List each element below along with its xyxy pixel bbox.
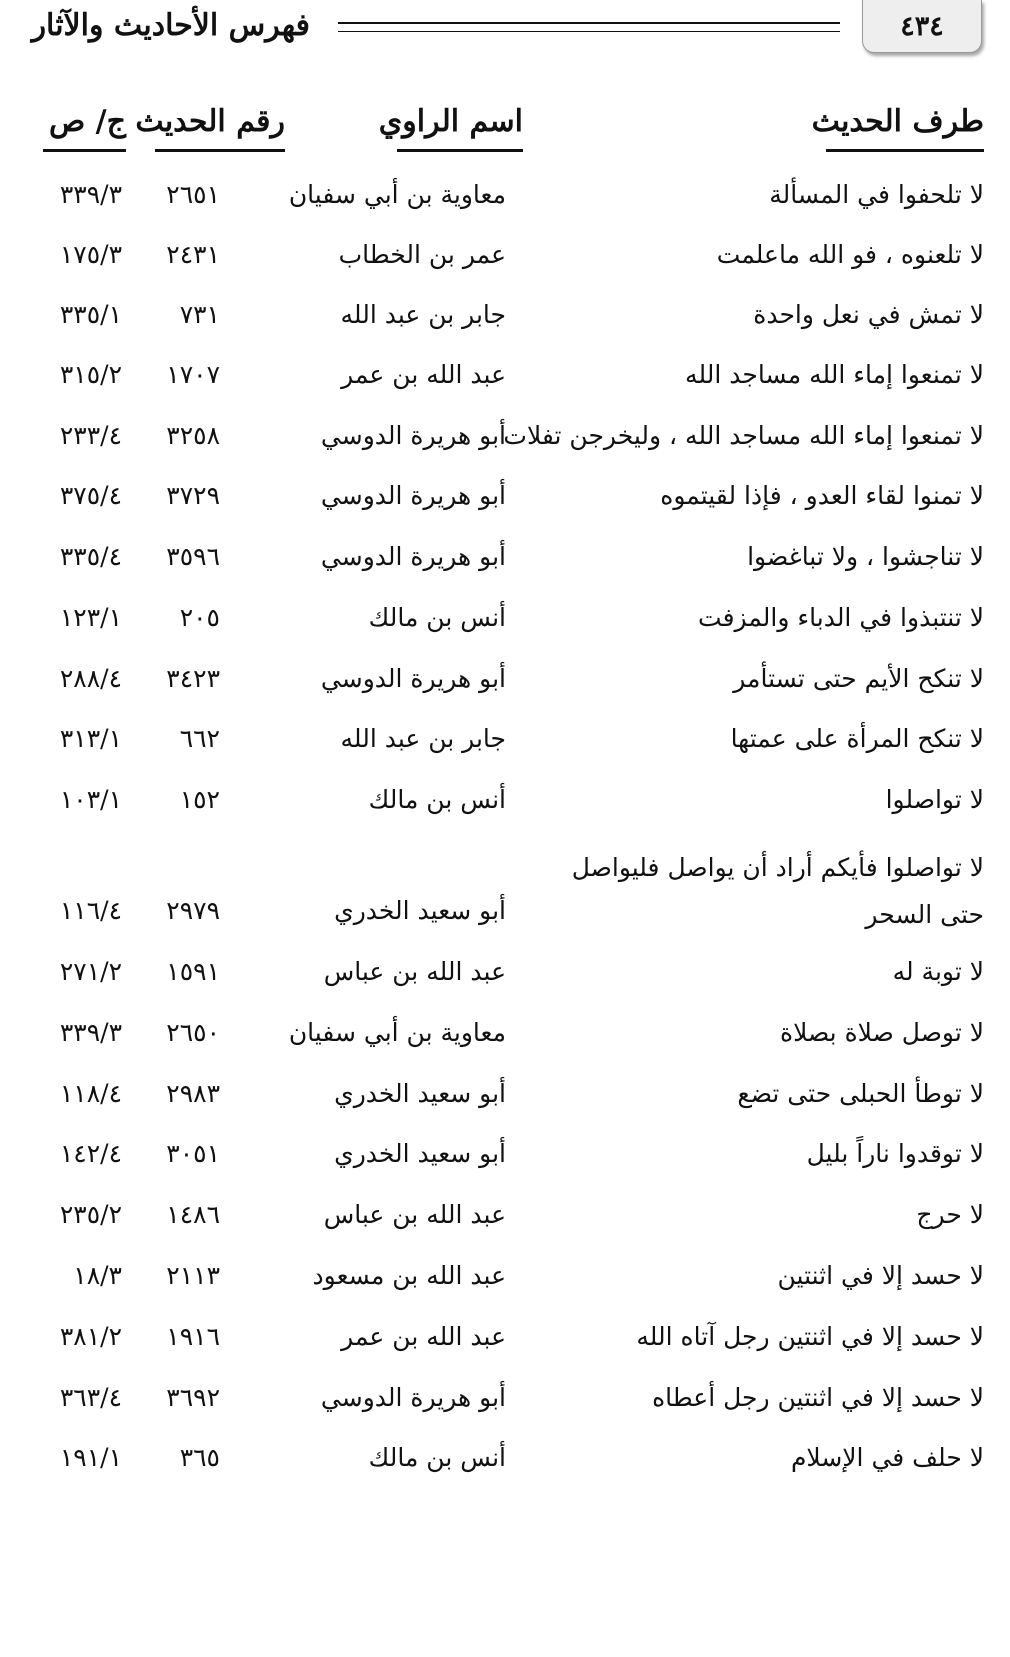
- hadith-number: ٢٦٥١: [166, 180, 220, 209]
- hadith-number: ٦٦٢: [179, 724, 220, 753]
- hadith-text: لا توصل صلاة بصلاة: [779, 1018, 984, 1047]
- hadith-number: ٣٧٢٩: [166, 481, 220, 510]
- volume-page: ٣٣٩/٣: [59, 1018, 122, 1047]
- narrator: أنس بن مالك: [368, 1443, 506, 1472]
- hadith-number: ٣٤٢٣: [166, 664, 220, 693]
- volume-page: ٢٣٥/٢: [59, 1200, 122, 1229]
- narrator: أبو هريرة الدوسي: [320, 481, 506, 510]
- volume-page: ٣١٣/١: [59, 724, 122, 753]
- hadith-number: ٣٦٥: [179, 1443, 220, 1472]
- hadith-number: ٣٠٥١: [166, 1139, 220, 1168]
- volume-page: ٣٧٥/٤: [59, 481, 122, 510]
- hadith-number: ٢٩٧٩: [166, 896, 220, 925]
- narrator: جابر بن عبد الله: [340, 724, 506, 753]
- hadith-text: لا حلف في الإسلام: [790, 1443, 984, 1472]
- column-header-tarf: طرف الحديث: [826, 100, 984, 152]
- narrator: أنس بن مالك: [368, 603, 506, 632]
- column-header-rawi: اسم الراوي: [397, 100, 523, 152]
- hadith-text: لا تواصلوا: [885, 785, 984, 814]
- hadith-number: ٢٦٥٠: [166, 1018, 220, 1047]
- page-title: فهرس الأحاديث والآثار: [31, 8, 310, 43]
- hadith-text: لا حسد إلا في اثنتين رجل أعطاه: [652, 1383, 984, 1412]
- volume-page: ١٩١/١: [59, 1443, 122, 1472]
- hadith-text: لا تواصلوا فأيكم أراد أن يواصل فليواصل حتى السحر: [571, 853, 984, 929]
- narrator: عبد الله بن عباس: [323, 957, 506, 986]
- column-header-juz: ج/ ص: [43, 100, 126, 152]
- hadith-text: لا حرج: [916, 1200, 984, 1229]
- volume-page: ١٧٥/٣: [59, 240, 122, 269]
- hadith-number: ٢٤٣١: [166, 240, 220, 269]
- hadith-text: لا توبة له: [892, 957, 984, 986]
- hadith-text: لا توقدوا ناراً بليل: [806, 1139, 984, 1168]
- volume-page: ٣٦٣/٤: [59, 1383, 122, 1412]
- volume-page: ٢٣٣/٤: [59, 421, 122, 450]
- page-number: ٤٣٤: [862, 0, 982, 53]
- hadith-number: ٢٩٨٣: [166, 1079, 220, 1108]
- narrator: أبو سعيد الخدري: [334, 896, 506, 925]
- narrator: عبد الله بن عمر: [341, 1322, 506, 1351]
- narrator: عبد الله بن مسعود: [312, 1261, 506, 1290]
- narrator: أنس بن مالك: [368, 785, 506, 814]
- hadith-text: لا تنتبذوا في الدباء والمزفت: [698, 603, 984, 632]
- hadith-number: ٣٦٩٢: [166, 1383, 220, 1412]
- volume-page: ٢٧١/٢: [59, 957, 122, 986]
- volume-page: ١١٨/٤: [59, 1079, 122, 1108]
- hadith-number: ١٥٢: [179, 785, 220, 814]
- hadith-text: لا تلحفوا في المسألة: [769, 180, 984, 209]
- hadith-text: لا حسد إلا في اثنتين رجل آتاه الله: [636, 1322, 984, 1351]
- hadith-text: لا تناجشوا ، ولا تباغضوا: [747, 542, 984, 571]
- volume-page: ١٠٣/١: [59, 785, 122, 814]
- narrator: عبد الله بن عمر: [341, 360, 506, 389]
- narrator: أبو هريرة الدوسي: [320, 664, 506, 693]
- volume-page: ٣٣٥/٤: [59, 542, 122, 571]
- hadith-number: ١٧٠٧: [166, 360, 220, 389]
- volume-page: ٢٨٨/٤: [59, 664, 122, 693]
- hadith-number: ٢١١٣: [166, 1261, 220, 1290]
- narrator: أبو هريرة الدوسي: [320, 421, 506, 450]
- hadith-text: لا توطأ الحبلى حتى تضع: [737, 1079, 984, 1108]
- hadith-number: ١٤٨٦: [166, 1200, 220, 1229]
- volume-page: ١١٦/٤: [59, 896, 122, 925]
- hadith-text: لا تلعنوه ، فو الله ماعلمت: [716, 240, 984, 269]
- narrator: جابر بن عبد الله: [340, 300, 506, 329]
- narrator: أبو سعيد الخدري: [334, 1139, 506, 1168]
- volume-page: ٣١٥/٢: [59, 360, 122, 389]
- narrator: أبو هريرة الدوسي: [320, 1383, 506, 1412]
- volume-page: ١٢٣/١: [59, 603, 122, 632]
- hadith-number: ٣٢٥٨: [166, 421, 220, 450]
- hadith-text: لا تنكح الأيم حتى تستأمر: [733, 664, 984, 693]
- narrator: أبو سعيد الخدري: [334, 1079, 506, 1108]
- volume-page: ١٤٢/٤: [59, 1139, 122, 1168]
- narrator: أبو هريرة الدوسي: [320, 542, 506, 571]
- volume-page: ٣٣٥/١: [59, 300, 122, 329]
- hadith-text: لا تمنعوا إماء الله مساجد الله: [685, 360, 984, 389]
- hadith-text: لا حسد إلا في اثنتين: [777, 1261, 984, 1290]
- narrator: عبد الله بن عباس: [323, 1200, 506, 1229]
- hadith-number: ١٩١٦: [166, 1322, 220, 1351]
- volume-page: ١٨/٣: [73, 1261, 122, 1290]
- hadith-text: لا تمنعوا إماء الله مساجد الله ، وليخرجن تفلات: [503, 421, 984, 450]
- volume-page: ٣٨١/٢: [59, 1322, 122, 1351]
- hadith-number: ١٥٩١: [166, 957, 220, 986]
- hadith-text: لا تمنوا لقاء العدو ، فإذا لقيتموه: [660, 481, 984, 510]
- narrator: معاوية بن أبي سفيان: [288, 180, 506, 209]
- narrator: معاوية بن أبي سفيان: [288, 1018, 506, 1047]
- volume-page: ٣٣٩/٣: [59, 180, 122, 209]
- hadith-number: ٢٠٥: [179, 603, 220, 632]
- hadith-text: لا تنكح المرأة على عمتها: [730, 724, 984, 753]
- hadith-number: ٧٣١: [179, 300, 220, 329]
- hadith-text: لا تمش في نعل واحدة: [753, 300, 984, 329]
- hadith-number: ٣٥٩٦: [166, 542, 220, 571]
- column-header-raqm: رقم الحديث: [155, 100, 285, 152]
- narrator: عمر بن الخطاب: [338, 240, 506, 269]
